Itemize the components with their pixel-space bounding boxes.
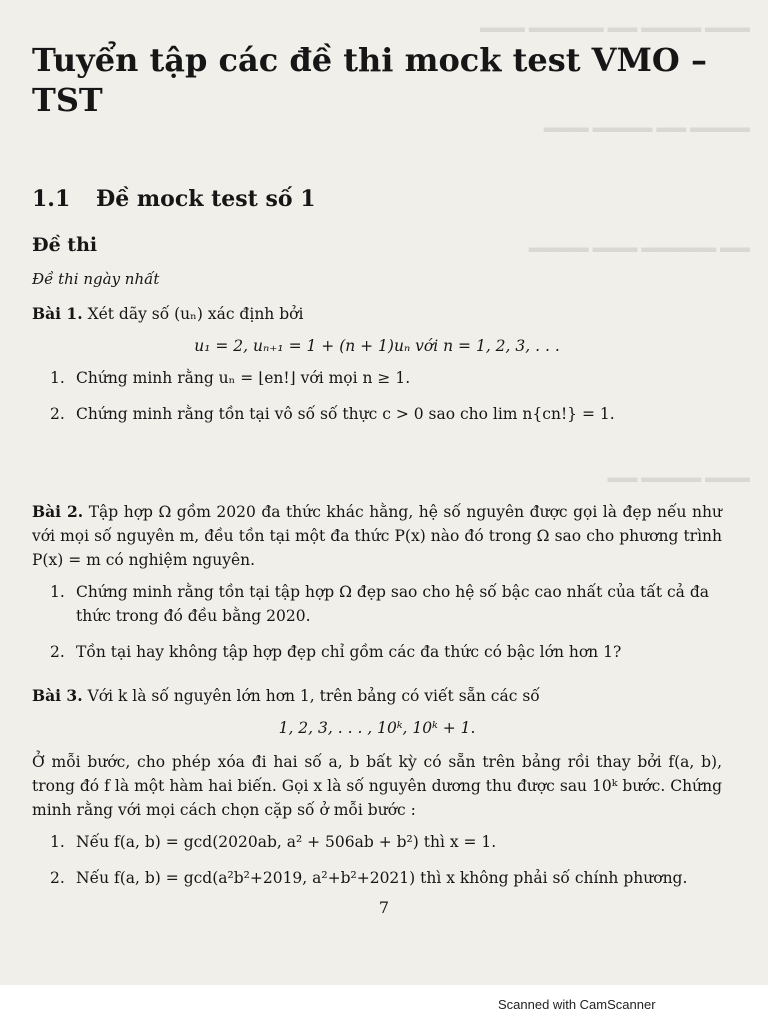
problem-intro — [32, 302, 722, 326]
list-item — [32, 640, 722, 664]
list-item — [32, 366, 722, 390]
problem-3 — [32, 684, 722, 902]
subheading: Đề thi — [32, 234, 98, 256]
bleed-through-decoration: ▬▬▬ ▬▬▬▬ ▬▬ — [607, 470, 750, 486]
bleed-through-decoration: ▬▬ ▬▬▬▬▬ ▬▬▬ ▬▬▬▬ — [528, 240, 750, 256]
item-text: Chứng minh rằng uₙ = ⌊en!⌋ với mọi n ≥ 1. — [76, 369, 411, 387]
problem-label: Bài 2. — [32, 502, 84, 521]
problem-items — [32, 580, 722, 664]
item-number: 2. — [50, 405, 65, 423]
bleed-through-decoration: ▬▬▬▬ ▬▬ ▬▬▬▬ ▬▬▬ — [543, 120, 750, 136]
bleed-through-decoration: ▬▬▬ ▬▬▬▬ ▬▬ ▬▬▬▬▬ ▬▬▬ — [480, 20, 750, 36]
problem-2 — [32, 500, 722, 676]
item-text: Chứng minh rằng tồn tại vô số số thực c > 0 sao cho lim n{cn!} = 1. — [76, 405, 615, 423]
item-text: Nếu f(a, b) = gcd(a²b²+2019, a²+b²+2021) thì x không phải số chính phương. — [76, 869, 688, 887]
book-title: Tuyển tập các đề thi mock test VMO – TST — [32, 41, 707, 119]
problem-text: Xét dãy số (uₙ) xác định bởi — [87, 305, 304, 323]
subsubheading: Đề thi ngày nhất — [32, 270, 160, 288]
item-number: 2. — [50, 869, 65, 887]
list-item — [32, 830, 722, 854]
item-number: 2. — [50, 643, 65, 661]
page-content — [32, 40, 722, 887]
problem-items — [32, 830, 722, 890]
item-text: Chứng minh rằng tồn tại tập hợp Ω đẹp sao cho hệ số bậc cao nhất của tất cả đa thức trong đó đều bằng 2020. — [76, 583, 709, 625]
item-number: 1. — [50, 369, 65, 387]
scanner-watermark: Scanned with CamScanner — [498, 997, 656, 1012]
section-name: Đề mock test số 1 — [96, 186, 316, 212]
item-text: Nếu f(a, b) = gcd(2020ab, a² + 506ab + b²) thì x = 1. — [76, 833, 497, 851]
problem-label: Bài 1. — [32, 304, 83, 323]
item-number: 1. — [50, 833, 65, 851]
problem-paragraph: Ở mỗi bước, cho phép xóa đi hai số a, b bất kỳ có sẵn trên bảng rồi thay bởi f(a, b), trong đó f là một hàm hai biến. Gọi x là số nguyên dương thu được sau 10ᵏ bước. Chứng minh rằng với mọi cách chọn cặp số ở mỗi bước : — [32, 753, 722, 819]
section-number: 1.1 — [32, 186, 71, 212]
problem-intro — [32, 684, 722, 708]
problem-1 — [32, 302, 722, 438]
item-text: Tồn tại hay không tập hợp đẹp chỉ gồm các đa thức có bậc lớn hơn 1? — [76, 643, 622, 661]
problem-text: Với k là số nguyên lớn hơn 1, trên bảng có viết sẵn các số — [87, 687, 540, 705]
problem-formula: 1, 2, 3, . . . , 10ᵏ, 10ᵏ + 1. — [278, 719, 476, 737]
section-title — [32, 186, 316, 212]
page-number: 7 — [378, 898, 390, 917]
problem-label: Bài 3. — [32, 686, 83, 705]
problem-formula: u₁ = 2, uₙ₊₁ = 1 + (n + 1)uₙ với n = 1, 2, 3, . . . — [194, 337, 560, 355]
problem-items — [32, 366, 722, 426]
list-item — [32, 580, 722, 628]
problem-text: Tập hợp Ω gồm 2020 đa thức khác hằng, hệ số nguyên được gọi là đẹp nếu như với mọi số nguyên m, đều tồn tại một đa thức P(x) nào đó trong Ω sao cho phương trình P(x) = m có nghiệm nguyên. — [32, 503, 722, 569]
list-item — [32, 402, 722, 426]
problem-intro — [32, 500, 722, 572]
item-number: 1. — [50, 583, 65, 601]
list-item — [32, 866, 722, 890]
